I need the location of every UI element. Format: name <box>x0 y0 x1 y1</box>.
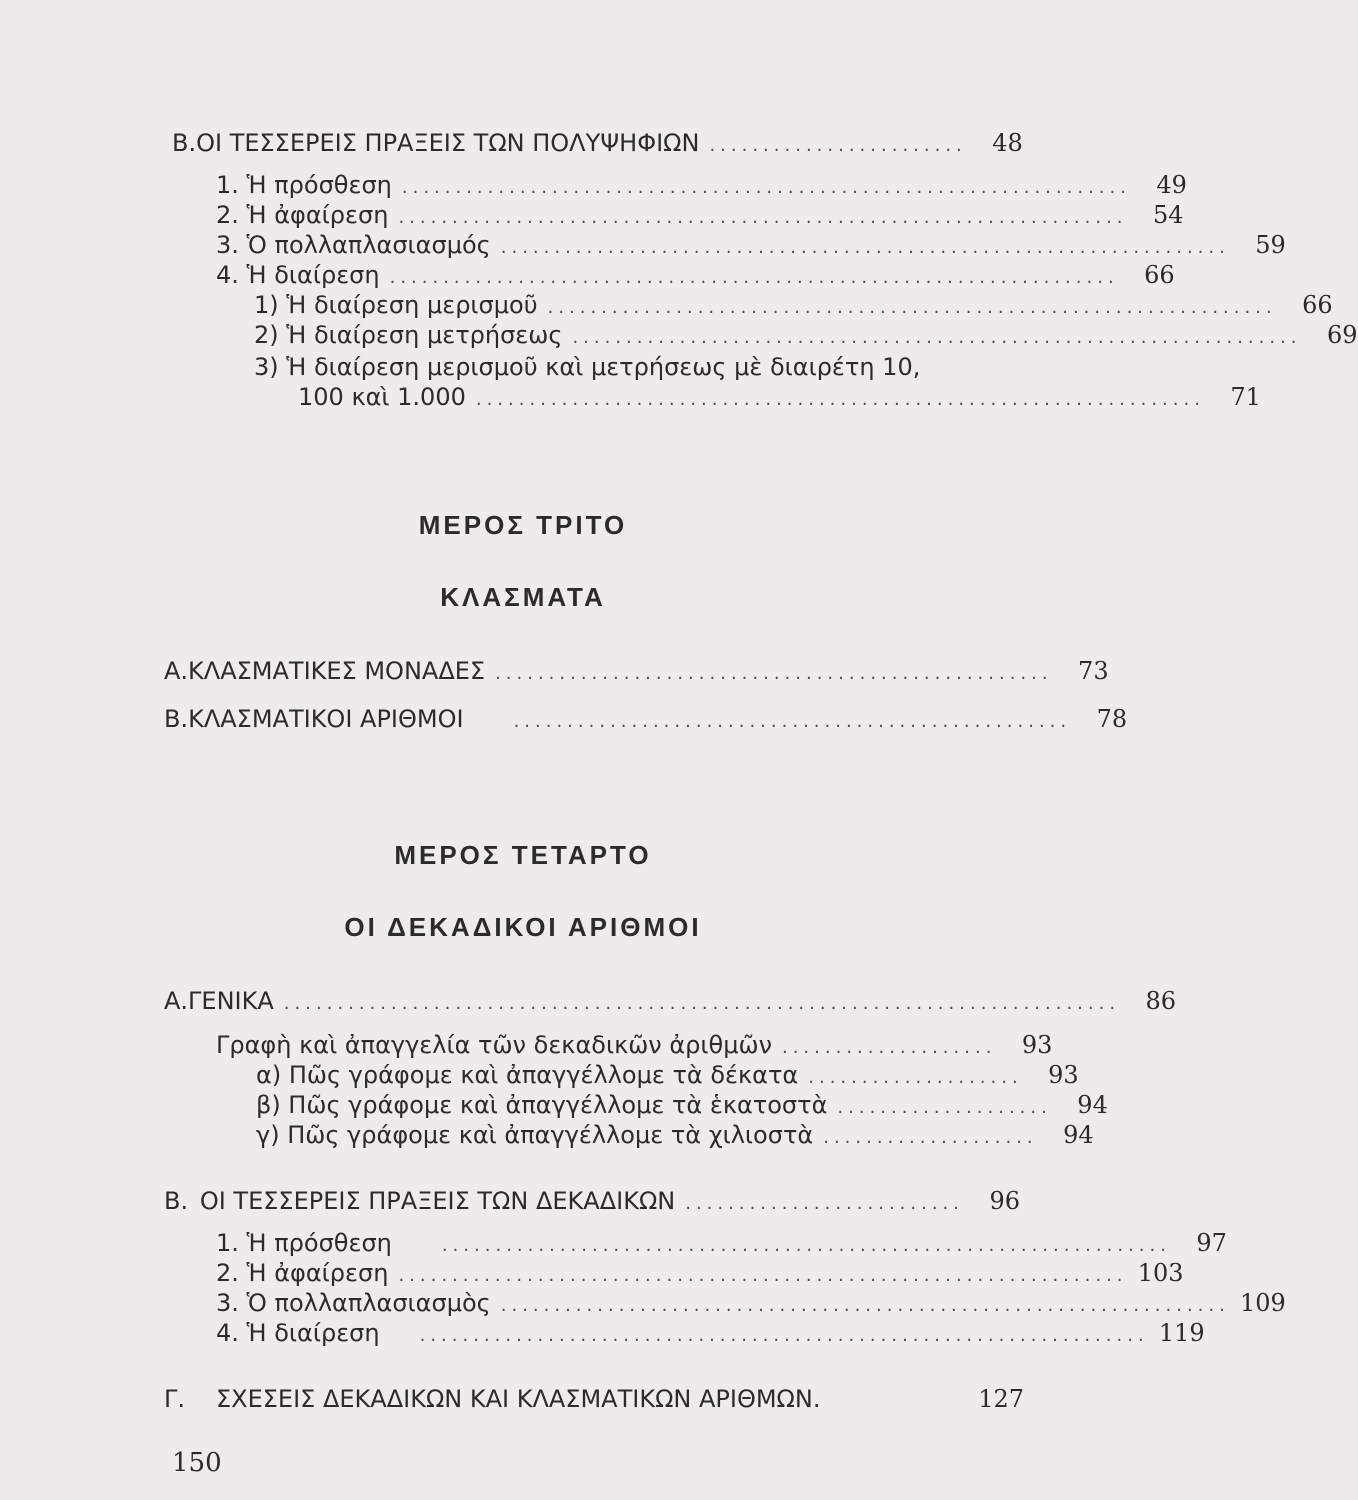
entry-text: 2. Ἡ ἀφαίρεση <box>216 201 389 229</box>
toc-entry <box>216 260 1175 293</box>
page-ref: 109 <box>1240 1289 1286 1317</box>
leader-dots: .................................................................... <box>475 389 1205 410</box>
toc-subentry <box>254 352 1014 382</box>
section-mark: Γ. <box>164 1385 185 1413</box>
part-subheading: ΚΛΑΣΜΑΤΑ <box>440 582 606 612</box>
entry-text: 3. Ὁ πολλαπλασιασμός <box>216 231 491 259</box>
leader-dots: .................................................................... <box>500 237 1230 258</box>
page-ref: 94 <box>1063 1121 1094 1149</box>
entry-text: 2. Ἡ ἀφαίρεση <box>216 1259 389 1287</box>
leader-dots: .................... <box>781 1037 997 1058</box>
leader-dots: .................................................................... <box>547 297 1277 318</box>
toc-entry <box>216 1258 1184 1291</box>
toc-section-b-fractions <box>164 704 1128 737</box>
leader-dots: .................... <box>837 1097 1052 1118</box>
section-mark: Α. <box>164 657 189 685</box>
section-mark: Β. <box>164 705 189 733</box>
entry-text: α) Πῶς γράφομε καὶ ἀπαγγέλλομε τὰ δέκατα <box>256 1061 799 1089</box>
section-mark: Β. <box>172 129 197 157</box>
page-ref: 66 <box>1144 261 1175 289</box>
toc-entry <box>216 170 1187 203</box>
section-title: ΟΙ ΤΕΣΣΕΡΕΙΣ ΠΡΑΞΕΙΣ ΤΩΝ ΔΕΚΑΔΙΚΩΝ <box>199 1187 676 1215</box>
toc-section-c <box>164 1384 1024 1414</box>
leader-dots: .................................................................... <box>500 1295 1230 1316</box>
entry-text: γ) Πῶς γράφομε καὶ ἀπαγγέλλομε τὰ χιλιοστὰ <box>256 1121 814 1149</box>
entry-text: 4. Ἡ διαίρεση <box>216 261 380 289</box>
page-ref: 71 <box>1230 383 1261 411</box>
section-title: ΓΕΝΙΚΑ <box>188 987 274 1015</box>
leader-dots: .............................................................................. <box>283 993 1121 1014</box>
entry-text: 1) Ἡ διαίρεση μερισμοῦ <box>254 291 538 319</box>
leader-dots: .................... <box>823 1127 1038 1148</box>
leader-dots: .......................... <box>685 1193 964 1214</box>
entry-text: 3) Ἡ διαίρεση μερισμοῦ καὶ μετρήσεως μὲ διαιρέτη 10, <box>254 353 921 381</box>
part-heading: ΜΕΡΟΣ ΤΡΙΤΟ <box>418 510 628 540</box>
leader-dots: .................................................... <box>495 663 1053 684</box>
page-ref: 86 <box>1145 987 1177 1015</box>
entry-text: Γραφὴ καὶ ἀπαγγελία τῶν δεκαδικῶν ἀριθμῶν <box>216 1031 772 1059</box>
entry-text: β) Πῶς γράφομε καὶ ἀπαγγέλλομε τὰ ἑκατοστὰ <box>256 1091 828 1119</box>
page-ref: 127 <box>978 1385 1024 1413</box>
entry-text: 3. Ὁ πολλαπλασιασμὸς <box>216 1289 491 1317</box>
toc-entry <box>216 1030 1053 1063</box>
toc-subentry <box>254 320 1358 353</box>
page-ref: 97 <box>1196 1229 1227 1257</box>
section-title: ΟΙ ΤΕΣΣΕΡΕΙΣ ΠΡΑΞΕΙΣ ΤΩΝ ΠΟΛΥΨΗΦΙΩΝ <box>196 129 700 157</box>
page-ref: 49 <box>1156 171 1187 199</box>
section-title: ΣΧΕΣΕΙΣ ΔΕΚΑΔΙΚΩΝ ΚΑΙ ΚΛΑΣΜΑΤΙΚΩΝ ΑΡΙΘΜΩΝ. <box>216 1385 821 1413</box>
page-ref: 94 <box>1077 1091 1108 1119</box>
toc-entry <box>216 200 1184 233</box>
toc-subentry <box>256 1120 1094 1153</box>
toc-section-b-integers <box>172 128 1023 161</box>
toc-section-a-general <box>164 986 1177 1019</box>
page-ref: 78 <box>1096 705 1128 733</box>
toc-subentry-continued <box>298 382 1261 415</box>
part-heading: ΜΕΡΟΣ ΤΕΤΑΡΤΟ <box>394 840 652 870</box>
page-ref: 66 <box>1302 291 1333 319</box>
page-ref: 119 <box>1158 1319 1205 1347</box>
toc-entry <box>216 1288 1286 1321</box>
toc-section-b-decimals <box>164 1186 1020 1219</box>
page-ref: 103 <box>1137 1259 1184 1287</box>
leader-dots: .................................................................... <box>401 177 1131 198</box>
entry-text: 2) Ἡ διαίρεση μετρήσεως <box>254 321 563 349</box>
leader-dots: .................................................................... <box>389 267 1119 288</box>
toc-entry <box>216 1228 1227 1261</box>
section-mark: Α. <box>164 987 189 1015</box>
page-ref: 73 <box>1078 657 1109 685</box>
page-ref: 93 <box>1021 1031 1053 1059</box>
page-ref: 96 <box>989 1187 1020 1215</box>
entry-text: 100 καὶ 1.000 <box>298 383 466 411</box>
section-title: ΚΛΑΣΜΑΤΙΚΟΙ ΑΡΙΘΜΟΙ <box>188 705 464 733</box>
leader-dots: .................................................................... <box>441 1235 1171 1256</box>
entry-text: 1. Ἡ πρόσθεση <box>216 1229 392 1257</box>
entry-text: 1. Ἡ πρόσθεση <box>216 171 392 199</box>
toc-subentry <box>254 290 1333 323</box>
leader-dots: .................................................................... <box>398 1265 1128 1286</box>
page-ref: 93 <box>1048 1061 1079 1089</box>
page-number: 150 <box>172 1448 222 1478</box>
part-subheading: ΟΙ ΔΕΚΑΔΙΚΟΙ ΑΡΙΘΜΟΙ <box>344 912 702 942</box>
toc-section-a-fractions <box>164 656 1109 689</box>
page-ref: 48 <box>992 129 1023 157</box>
leader-dots: .................................................................... <box>398 207 1128 228</box>
page-ref: 54 <box>1152 201 1184 229</box>
section-mark: Β. <box>164 1187 189 1215</box>
section-title: ΚΛΑΣΜΑΤΙΚΕΣ ΜΟΝΑΔΕΣ <box>188 657 486 685</box>
page-ref: 59 <box>1255 231 1286 259</box>
leader-dots: .................................................... <box>513 711 1072 732</box>
toc-entry <box>216 1318 1205 1351</box>
entry-text: 4. Ἡ διαίρεση <box>216 1319 380 1347</box>
leader-dots: .................................................................... <box>572 327 1302 348</box>
toc-entry <box>216 230 1286 263</box>
leader-dots: ........................ <box>709 135 967 156</box>
leader-dots: .................... <box>808 1067 1023 1088</box>
toc-subentry <box>256 1060 1079 1093</box>
leader-dots: .................................................................... <box>419 1325 1149 1346</box>
page-ref: 69 <box>1326 321 1358 349</box>
toc-subentry <box>256 1090 1108 1123</box>
